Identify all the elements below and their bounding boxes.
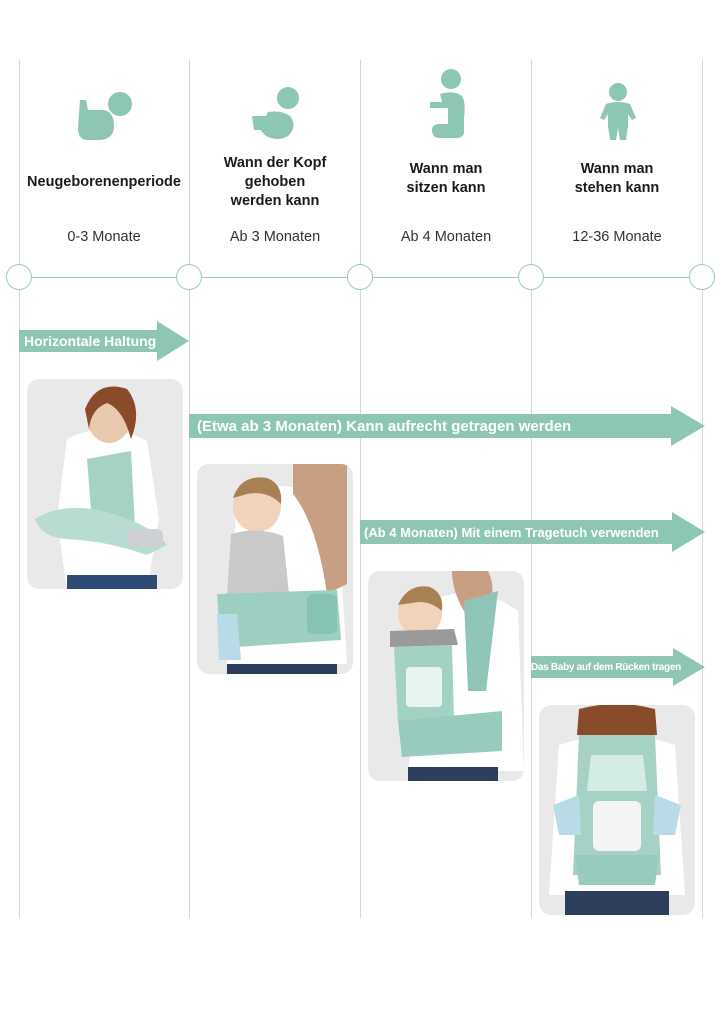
arrow-upright-carry — [189, 406, 705, 446]
stage-age-sitting: Ab 4 Monaten — [400, 229, 492, 245]
baby-head-up-icon — [248, 86, 304, 142]
timeline-dot — [176, 264, 202, 290]
photo-back-carry — [539, 705, 695, 915]
stage-age-head-up: Ab 3 Monaten — [229, 229, 321, 245]
arrow-carrier-use — [360, 512, 705, 552]
stage-age-standing: 12-36 Monate — [572, 229, 662, 245]
baby-standing-icon — [598, 82, 638, 142]
photo-front-carrier — [368, 571, 524, 781]
baby-sitting-icon — [426, 68, 470, 142]
timeline-dot — [518, 264, 544, 290]
arrow-back-carry — [531, 648, 705, 686]
timeline-dot — [347, 264, 373, 290]
photo-newborn-horizontal-hold — [27, 379, 183, 589]
photo-hip-seat-carry — [197, 464, 353, 674]
timeline-dot — [689, 264, 715, 290]
stage-title-sitting: Wann man sitzen kann — [406, 161, 486, 196]
arrow-label: (Ab 4 Monaten) Mit einem Tragetuch verwenden — [364, 524, 659, 540]
stage-title-head-up: Wann der Kopf gehoben werden kann — [223, 155, 327, 209]
stage-age-newborn: 0-3 Monate — [67, 229, 141, 245]
stage-title-newborn: Neugeborenenperiode — [27, 174, 181, 190]
arrow-label: Horizontale Haltung — [24, 333, 157, 349]
timeline-dot — [6, 264, 32, 290]
arrow-label: Das Baby auf dem Rücken tragen — [531, 661, 681, 673]
arrow-horizontal-hold — [19, 321, 189, 361]
column-divider-5 — [702, 60, 703, 918]
arrow-label: (Etwa ab 3 Monaten) Kann aufrecht getragen werden — [197, 417, 572, 435]
stage-title-standing: Wann man stehen kann — [574, 161, 660, 196]
newborn-lying-icon — [74, 88, 136, 144]
